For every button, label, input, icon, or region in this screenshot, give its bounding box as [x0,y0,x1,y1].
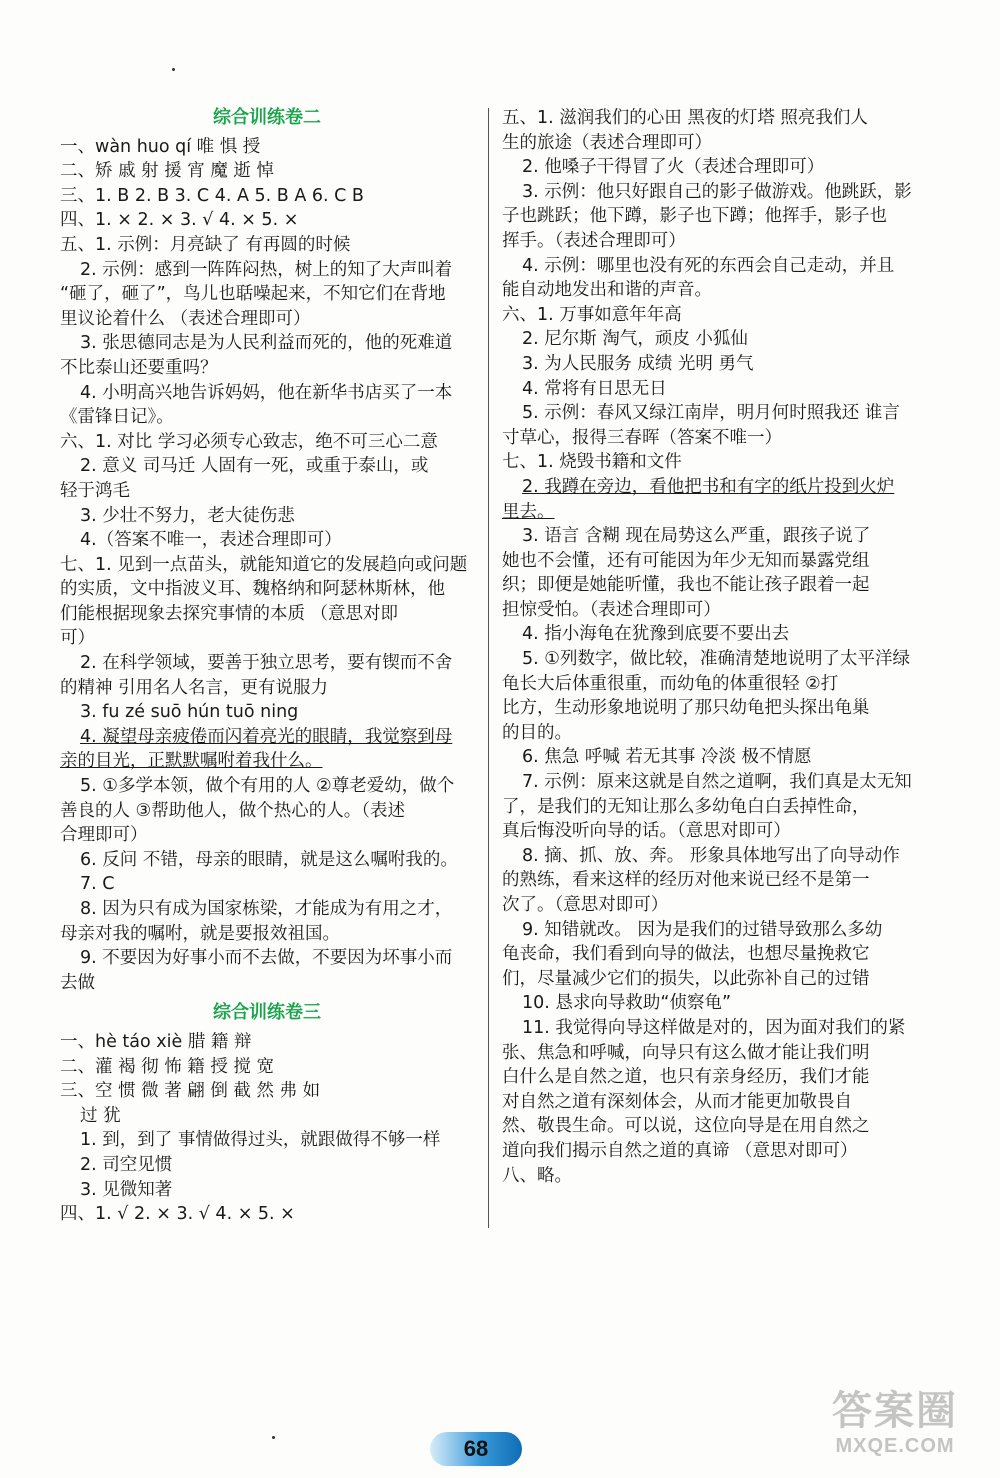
answer-line: 4. 示例：哪里也没有死的东西会自己走动，并且 [522,255,895,276]
answer-line: 可） [60,628,95,649]
answer-line: 9. 不要因为好事小而不去做，不要因为坏事小而 [80,948,453,969]
scan-speck [172,68,175,71]
answer-line: 里议论着什么 （表述合理即可） [60,308,311,329]
section-title: 综合训练卷三 [213,1002,321,1024]
answer-line: 们，尽量减少它们的损失，以此弥补自己的过错 [502,968,870,989]
answer-line: 三、1. B 2. B 3. C 4. A 5. B A 6. C B [60,185,364,206]
column-divider [488,108,489,1228]
answer-line: 亲的目光，正默默嘱咐着我什么。 [60,751,323,772]
scan-speck [272,1436,275,1439]
answer-line: 然、敬畏生命。可以说，这位向导是在用自然之 [502,1116,870,1137]
answer-line: 生的旅途（表述合理即可） [502,132,712,153]
answer-line: 七、1. 见到一点苗头，就能知道它的发展趋向或问题 [60,554,468,575]
watermark-logo [800,1388,990,1468]
answer-line: 《雷锋日记》。 [60,407,174,428]
answer-line: 9. 知错就改。 因为是我们的过错导致那么多幼 [522,919,883,940]
answer-line: 1. 到，到了 事情做得过头，就跟做得不够一样 [80,1130,441,1151]
answer-line: 能自动地发出和谐的声音。 [502,280,712,301]
answer-line: 5. ①多学本领，做个有用的人 ②尊老爱幼，做个 [80,776,455,797]
answer-line: 3. 张思德同志是为人民利益而死的，他的死难道 [80,333,453,354]
answer-line: 2. 示例：感到一阵阵闷热，树上的知了大声叫着 [80,259,453,280]
answer-line: 7. C [80,874,115,895]
answer-line: 龟长大后体重很重，而幼龟的体重很轻 ②打 [502,673,839,694]
answer-line: 子也跳跃；他下蹲，影子也下蹲；他挥手，影子也 [502,206,887,227]
answer-line: 她也不会懂，还有可能因为年少无知而暴露党组 [502,550,870,571]
answer-line: 3. 为人民服务 成绩 光明 勇气 [522,353,754,374]
answer-line: 比方，生动形象地说明了那只幼龟把头探出龟巢 [502,698,870,719]
answer-line: 二、灌 褐 彻 怖 籍 授 搅 宽 [60,1056,274,1077]
answer-line: 6. 反问 不错，母亲的眼睛，就是这么嘱咐我的。 [80,849,458,870]
answer-line: 四、1. √ 2. × 3. √ 4. × 5. × [60,1204,295,1225]
answer-line: 合理即可） [60,825,148,846]
answer-line: 白什么是自然之道，也只有亲身经历，我们才能 [502,1067,870,1088]
answer-line: 不比泰山还要重吗？ [60,357,218,378]
answer-line: 3. 语言 含糊 现在局势这么严重，跟孩子说了 [522,526,871,547]
answer-line: 8. 因为只有成为国家栋梁，才能成为有用之才， [80,899,453,919]
answer-line: 担惊受怕。（表述合理即可） [502,599,721,620]
answer-line: 4. 指小海龟在犹豫到底要不要出去 [522,624,790,645]
answer-line: 的熟练，看来这样的经历对他来说已经不是第一 [502,870,870,891]
answer-line: 五、1. 示例：月亮缺了 有再圆的时候 [60,234,351,255]
answer-line: 6. 焦急 呼喊 若无其事 冷淡 极不情愿 [522,747,812,768]
answer-line: 2. 司空见惯 [80,1154,173,1175]
answer-line: 六、1. 万事如意年年高 [502,304,682,325]
answer-line: 5. ①列数字，做比较，准确清楚地说明了太平洋绿 [522,649,910,670]
answer-line: 3. 示例：他只好跟自己的影子做游戏。他跳跃，影 [522,181,912,202]
answer-line: 了，是我们的无知让那么多幼龟白白丢掉性命， [502,796,870,817]
answer-line: 八、略。 [502,1165,572,1186]
answer-line: 龟丧命，我们看到向导的做法，也想尽量挽救它 [502,944,870,965]
watermark-url: MXQE.COM [835,1435,955,1457]
answer-line: 善良的人 ③帮助他人，做个热心的人。（表述 [60,800,405,821]
answer-line: 次了。（意思对即可） [502,895,669,915]
answer-line: 七、1. 烧毁书籍和文件 [502,452,682,473]
answer-line: 7. 示例：原来这就是自然之道啊，我们真是太无知 [522,772,912,793]
answer-line: 张、焦急和呼喊，向导只有这么做才能让我们明 [502,1042,870,1063]
answer-line: 4. 小明高兴地告诉妈妈，他在新华书店买了一本 [80,382,453,403]
answer-line: 二、矫 戚 射 援 宵 魔 逝 悼 [60,161,274,182]
answer-line: 寸草心，报得三春晖（答案不唯一） [502,427,782,448]
answer-line: 四、1. × 2. × 3. √ 4. × 5. × [60,210,299,231]
answer-line: 轻于鸿毛 [60,480,130,501]
answer-line: 六、1. 对比 学习必须专心致志，绝不可三心二意 [60,431,438,452]
answer-line: 4.（答案不唯一，表述合理即可） [80,530,342,551]
answer-line: 过 犹 [80,1105,121,1126]
answer-line: 4. 常将有日思无日 [522,378,667,399]
answer-line: 3. 少壮不努力，老大徒伤悲 [80,505,295,526]
answer-line: 真后悔没听向导的话。（意思对即可） [502,821,791,842]
answer-line: “砸了，砸了”，鸟儿也聒噪起来，不知它们在背地 [60,284,446,305]
answer-line: 2. 尼尔斯 淘气，顽皮 小狐仙 [522,329,748,350]
answer-line: 三、空 惯 微 著 翩 倒 截 然 弗 如 [60,1081,321,1102]
answer-line: 一、hè táo xiè 腊 籍 辩 [60,1031,252,1052]
answer-line: 里去。 [502,501,555,522]
answer-line: 11. 我觉得向导这样做是对的，因为面对我们的紧 [522,1017,906,1038]
answer-line: 2. 我蹲在旁边，看他把书和有字的纸片投到火炉 [522,476,895,497]
right-column [502,106,922,1188]
answer-line: 8. 摘、抓、放、奔。 形象具体地写出了向导动作 [522,845,900,866]
answer-line: 五、1. 滋润我们的心田 黑夜的灯塔 照亮我们人 [502,108,868,128]
answer-line: 5. 示例：春风又绿江南岸，明月何时照我还 谁言 [522,403,900,424]
answer-line: 们能根据现象去探究事情的本质 （意思对即 [60,603,399,624]
answer-line: 2. 在科学领域，要善于独立思考，要有锲而不舍 [80,653,453,674]
answer-line: 的实质，文中指波义耳、魏格纳和阿瑟林斯林，他 [60,579,445,600]
answer-line: 3. 见微知著 [80,1179,173,1200]
answer-line: 一、wàn huo qí 唯 惧 授 [60,136,261,157]
answer-line: 道向我们揭示自然之道的真谛 （意思对即可） [502,1140,858,1161]
answer-line: 2. 他嗓子干得冒了火（表述合理即可） [522,157,825,178]
answer-line: 4. 凝望母亲疲倦而闪着亮光的眼睛，我觉察到母 [80,726,453,747]
answer-line: 3. fu zé suō hún tuō ning [80,702,299,723]
section-title: 综合训练卷二 [213,107,321,128]
left-column [60,104,474,1227]
answer-line: 的目的。 [502,722,572,743]
answer-line: 10. 恳求向导救助“侦察龟” [522,993,732,1014]
answer-line: 的精神 引用名人名言，更有说服力 [60,677,329,698]
answer-line: 母亲对我的嘱咐，就是要报效祖国。 [60,923,340,944]
answer-line: 2. 意义 司马迁 人固有一死，或重于泰山，或 [80,456,429,477]
answer-line: 织；即便是她能听懂，我也不能让孩子跟着一起 [502,575,870,596]
answer-line: 去做 [60,972,95,993]
answer-line: 对自然之道有深刻体会，从而才能更加敬畏自 [502,1091,852,1112]
answer-line: 挥手。（表述合理即可） [502,230,686,251]
page-number-badge: 68 [430,1432,522,1466]
watermark-text: 答案圈 [832,1389,958,1433]
